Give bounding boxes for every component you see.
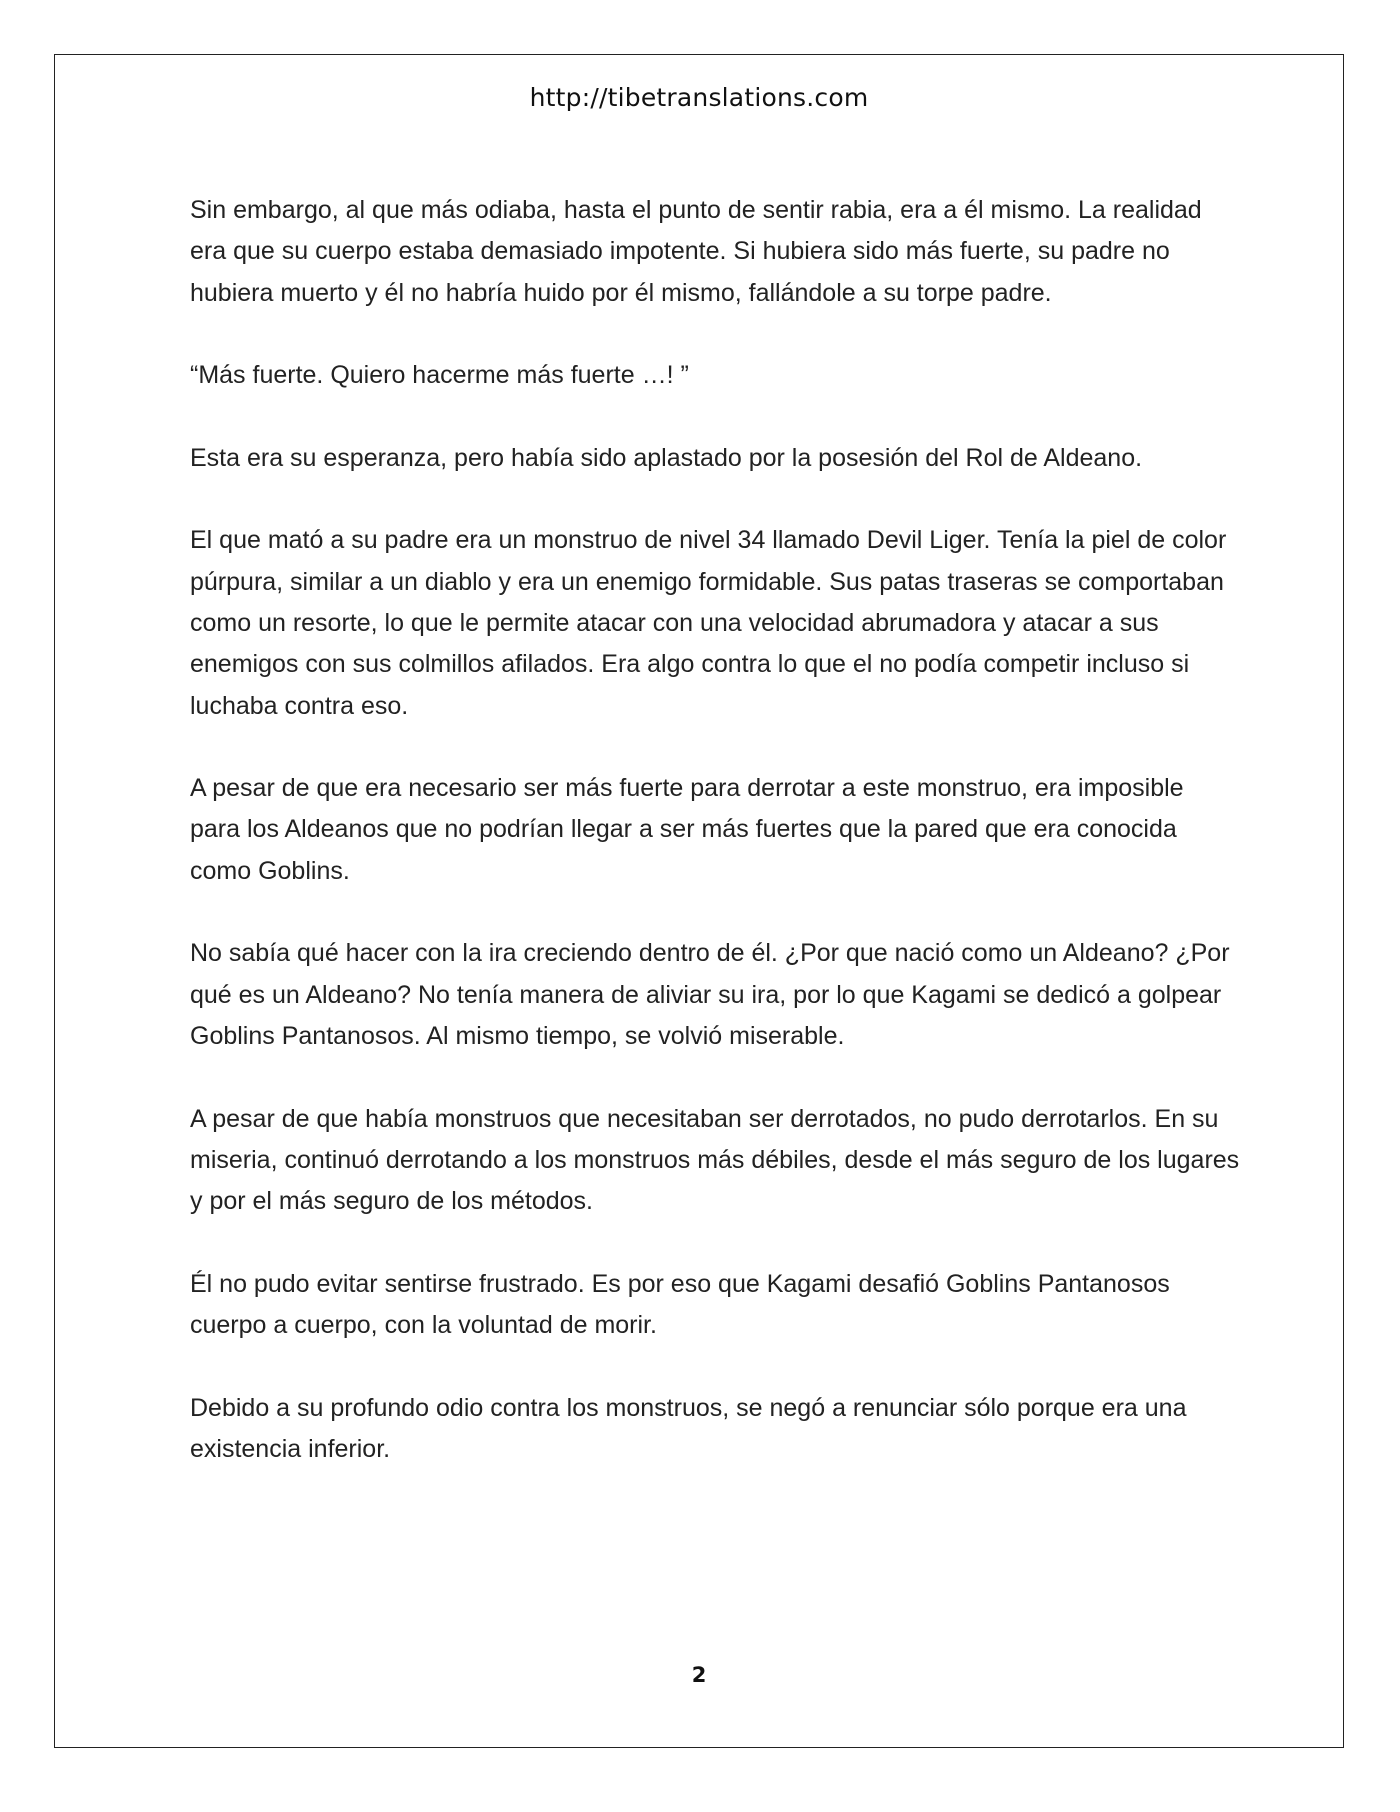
paragraph: A pesar de que había monstruos que necesitaban ser derrotados, no pudo derrotarlos. En su miseria, continuó derrotando a los monstruos más débiles, desde el más seguro de los lugares y por el más seguro de los métodos. xyxy=(190,1104,1240,1216)
paragraph: Esta era su esperanza, pero había sido aplastado por la posesión del Rol de Aldeano. xyxy=(190,443,1143,472)
page-body xyxy=(190,190,1240,1512)
paragraph: Sin embargo, al que más odiaba, hasta el punto de sentir rabia, era a él mismo. La realidad era que su cuerpo estaba demasiado impotente. Si hubiera sido más fuerte, su padre no hubiera muerto y él no habría huido por él mismo, fallándole a su torpe padre. xyxy=(190,196,1202,307)
paragraph: A pesar de que era necesario ser más fuerte para derrotar a este monstruo, era imposible para los Aldeanos que no podrían llegar a ser más fuertes que la pared que era conocida como Goblins. xyxy=(190,774,1184,885)
paragraph: “Más fuerte. Quiero hacerme más fuerte …! ” xyxy=(190,361,689,390)
paragraph: Él no pudo evitar sentirse frustrado. Es por eso que Kagami desafió Goblins Pantanosos cuerpo a cuerpo, con la voluntad de morir. xyxy=(190,1269,1170,1340)
page-frame xyxy=(54,54,1344,1748)
paragraph: El que mató a su padre era un monstruo de nivel 34 llamado Devil Liger. Tenía la piel de color púrpura, similar a un diablo y era un enemigo formidable. Sus patas traseras se comportaban como un resorte, lo que le permite atacar con una velocidad abrumadora y atacar a sus enemigos con sus colmillos afilados. Era algo contra lo que el no podía competir incluso si luchaba contra eso. xyxy=(190,526,1227,720)
paragraph: Debido a su profundo odio contra los monstruos, se negó a renunciar sólo porque era una existencia inferior. xyxy=(190,1393,1187,1463)
page-number: 2 xyxy=(691,1663,707,1687)
header-url: http://tibetranslations.com xyxy=(529,83,869,112)
paragraph: No sabía qué hacer con la ira creciendo dentro de él. ¿Por que nació como un Aldeano? ¿Por qué es un Aldeano? No tenía manera de aliviar su ira, por lo que Kagami se dedicó a golpear Goblins Pantanosos. Al mismo tiempo, se volvió miserable. xyxy=(190,939,1230,1050)
